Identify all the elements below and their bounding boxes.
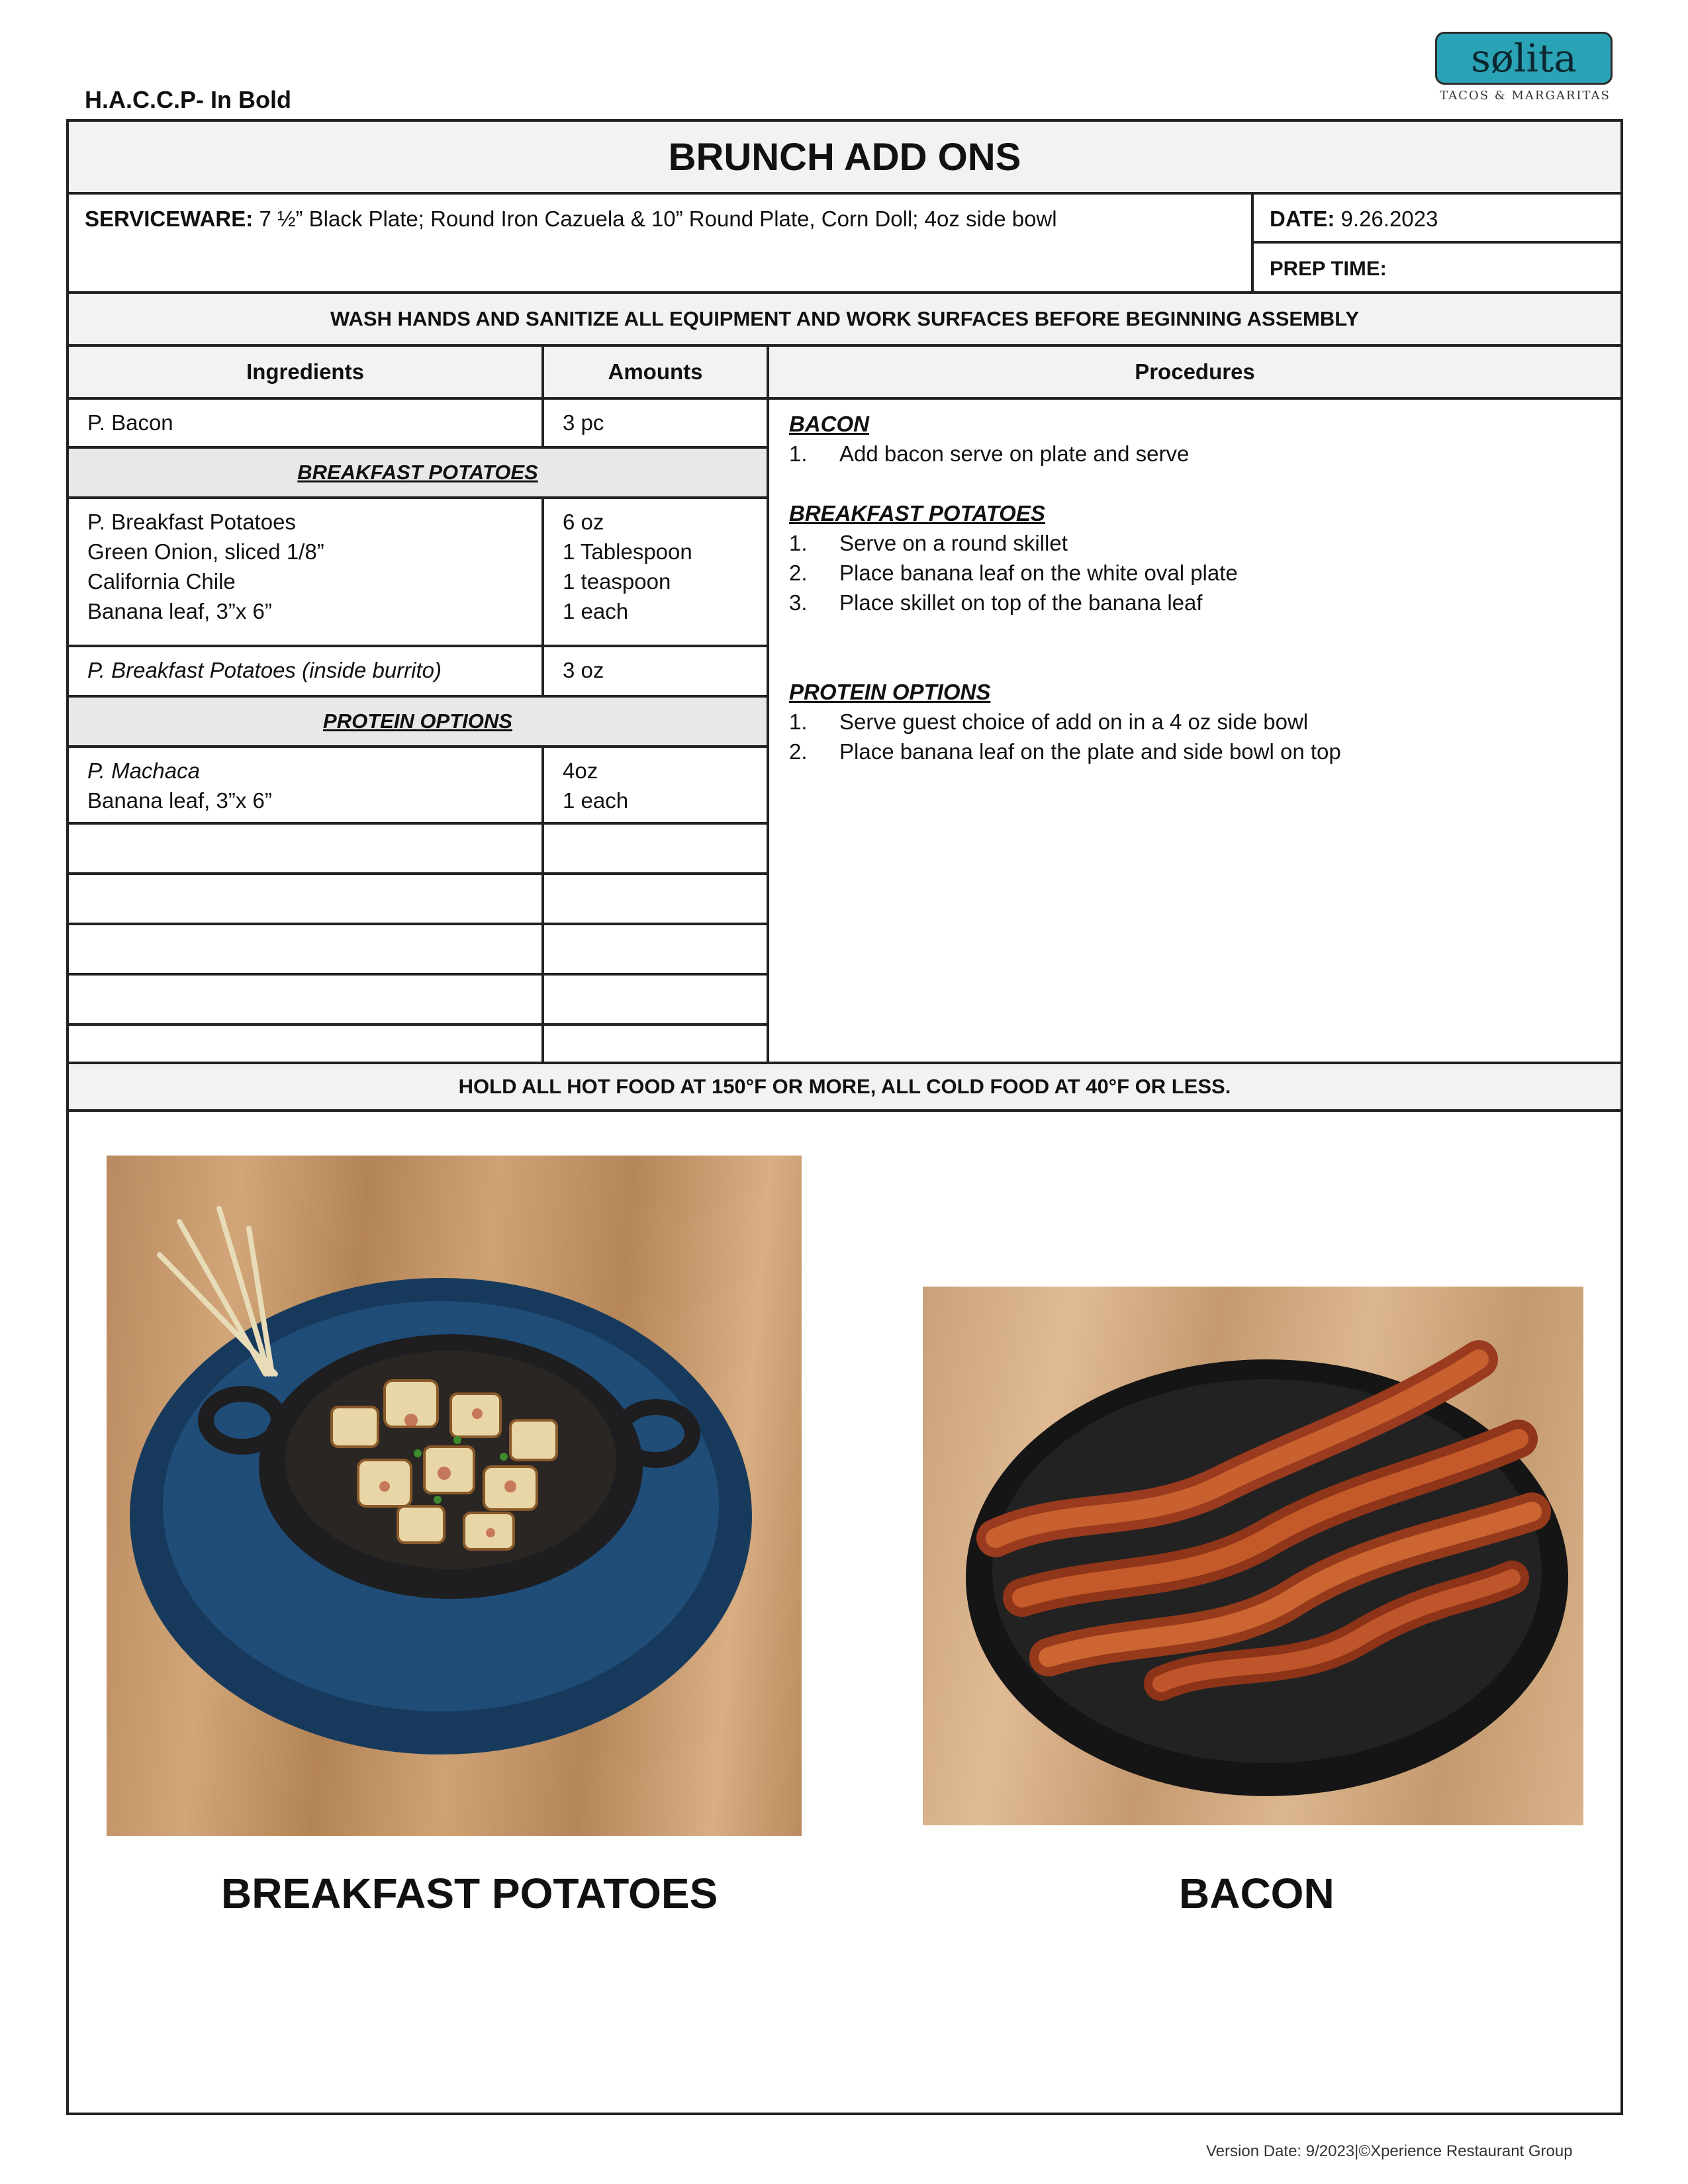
amount-line: 1 teaspoon	[563, 569, 671, 594]
procedure-list-potatoes	[789, 528, 1601, 617]
date-label: DATE:	[1270, 206, 1335, 231]
amount-line: 4oz	[563, 758, 598, 783]
serviceware-value: 7 ½” Black Plate; Round Iron Cazuela & 10” Round Plate, Corn Doll; 4oz side bowl	[253, 206, 1057, 231]
procedure-step	[789, 439, 1601, 469]
logo-tagline: TACOS & MARGARITAS	[1440, 89, 1611, 103]
page-title: BRUNCH ADD ONS	[69, 122, 1620, 195]
amounts-header: Amounts	[544, 347, 769, 397]
section-protein-options: PROTEIN OPTIONS	[69, 698, 769, 748]
serviceware-label: SERVICEWARE:	[85, 206, 254, 231]
step-text: Place banana leaf on the white oval plate	[839, 561, 1238, 585]
amount-cell: 3 oz	[544, 647, 769, 698]
step-text: Place skillet on top of the banana leaf	[839, 590, 1203, 615]
ingredient-line: California Chile	[87, 569, 236, 594]
ingredient-cell-potatoes	[69, 499, 544, 647]
ingredient-cell: P. Breakfast Potatoes (inside burrito)	[69, 647, 544, 698]
procedure-heading-bacon: BACON	[789, 412, 869, 436]
ingredient-line: P. Breakfast Potatoes	[87, 510, 296, 534]
caption-breakfast-potatoes: BREAKFAST POTATOES	[221, 1870, 718, 1917]
caption-bacon: BACON	[1179, 1870, 1335, 1917]
step-number: 3.	[789, 590, 808, 615]
column-divider	[767, 400, 769, 1062]
serviceware-row	[69, 195, 1620, 294]
procedure-step	[789, 528, 1601, 558]
ingredient-cell-protein	[69, 748, 544, 825]
table-header	[69, 347, 1620, 400]
step-number: 1.	[789, 441, 808, 466]
amount-line: 1 each	[563, 599, 629, 623]
procedure-heading-potatoes: BREAKFAST POTATOES	[789, 501, 1045, 525]
step-number: 2.	[789, 561, 808, 585]
ingredient-line: Green Onion, sliced 1/8”	[87, 539, 324, 564]
version-footer: Version Date: 9/2023|©Xperience Restaurant Group	[1206, 2142, 1573, 2160]
empty-cell	[544, 825, 769, 875]
procedure-step	[789, 707, 1601, 737]
potatoes-illustration	[107, 1156, 802, 1836]
ingredient-cell: P. Bacon	[69, 400, 544, 449]
empty-cell	[544, 976, 769, 1026]
hold-notice: HOLD ALL HOT FOOD AT 150°F OR MORE, ALL COLD FOOD AT 40°F OR LESS.	[69, 1062, 1620, 1112]
breakfast-potatoes-photo	[107, 1156, 802, 1836]
amount-line: 6 oz	[563, 510, 604, 534]
prep-time-cell: PREP TIME:	[1270, 257, 1387, 280]
step-text: Serve guest choice of add on in a 4 oz side bowl	[839, 709, 1309, 734]
empty-cell	[544, 875, 769, 925]
amount-line: 1 Tablespoon	[563, 539, 692, 564]
haccp-note: H.A.C.C.P- In Bold	[85, 86, 291, 113]
procedures-header: Procedures	[1135, 359, 1255, 384]
ingredient-line: Banana leaf, 3”x 6”	[87, 788, 272, 813]
procedure-step	[789, 588, 1601, 617]
logo-badge: sølita	[1435, 32, 1613, 85]
step-number: 1.	[789, 531, 808, 555]
date-cell	[1254, 195, 1620, 244]
empty-cell	[69, 825, 544, 875]
procedure-list-bacon	[789, 439, 1601, 469]
amount-cell: 3 pc	[544, 400, 769, 449]
procedure-step	[789, 558, 1601, 588]
ingredient-line: P. Machaca	[87, 758, 200, 783]
bacon-illustration	[923, 1287, 1583, 1825]
step-text: Place banana leaf on the plate and side bowl on top	[839, 739, 1341, 764]
empty-cell	[544, 925, 769, 976]
amount-cell-potatoes	[544, 499, 769, 647]
empty-cell	[69, 875, 544, 925]
solita-logo	[1435, 32, 1615, 103]
procedure-heading-protein: PROTEIN OPTIONS	[789, 680, 991, 704]
amount-cell-protein	[544, 748, 769, 825]
procedures-cell	[769, 400, 1620, 1062]
recipe-table	[69, 400, 1620, 1062]
step-number: 2.	[789, 739, 808, 764]
amount-line: 1 each	[563, 788, 629, 813]
procedure-step	[789, 737, 1601, 766]
step-number: 1.	[789, 709, 808, 734]
section-breakfast-potatoes: BREAKFAST POTATOES	[69, 449, 769, 499]
step-text: Serve on a round skillet	[839, 531, 1068, 555]
bacon-photo	[923, 1287, 1583, 1825]
empty-cell	[69, 976, 544, 1026]
empty-cell	[69, 925, 544, 976]
procedure-list-protein	[789, 707, 1601, 766]
ingredient-line: Banana leaf, 3”x 6”	[87, 599, 272, 623]
recipe-card	[66, 119, 1623, 2115]
ingredients-header: Ingredients	[69, 347, 544, 397]
date-value: 9.26.2023	[1335, 206, 1438, 231]
wash-notice: WASH HANDS AND SANITIZE ALL EQUIPMENT AND WORK SURFACES BEFORE BEGINNING ASSEMBLY	[69, 294, 1620, 347]
serviceware-cell	[69, 195, 1254, 294]
step-text: Add bacon serve on plate and serve	[839, 441, 1190, 466]
